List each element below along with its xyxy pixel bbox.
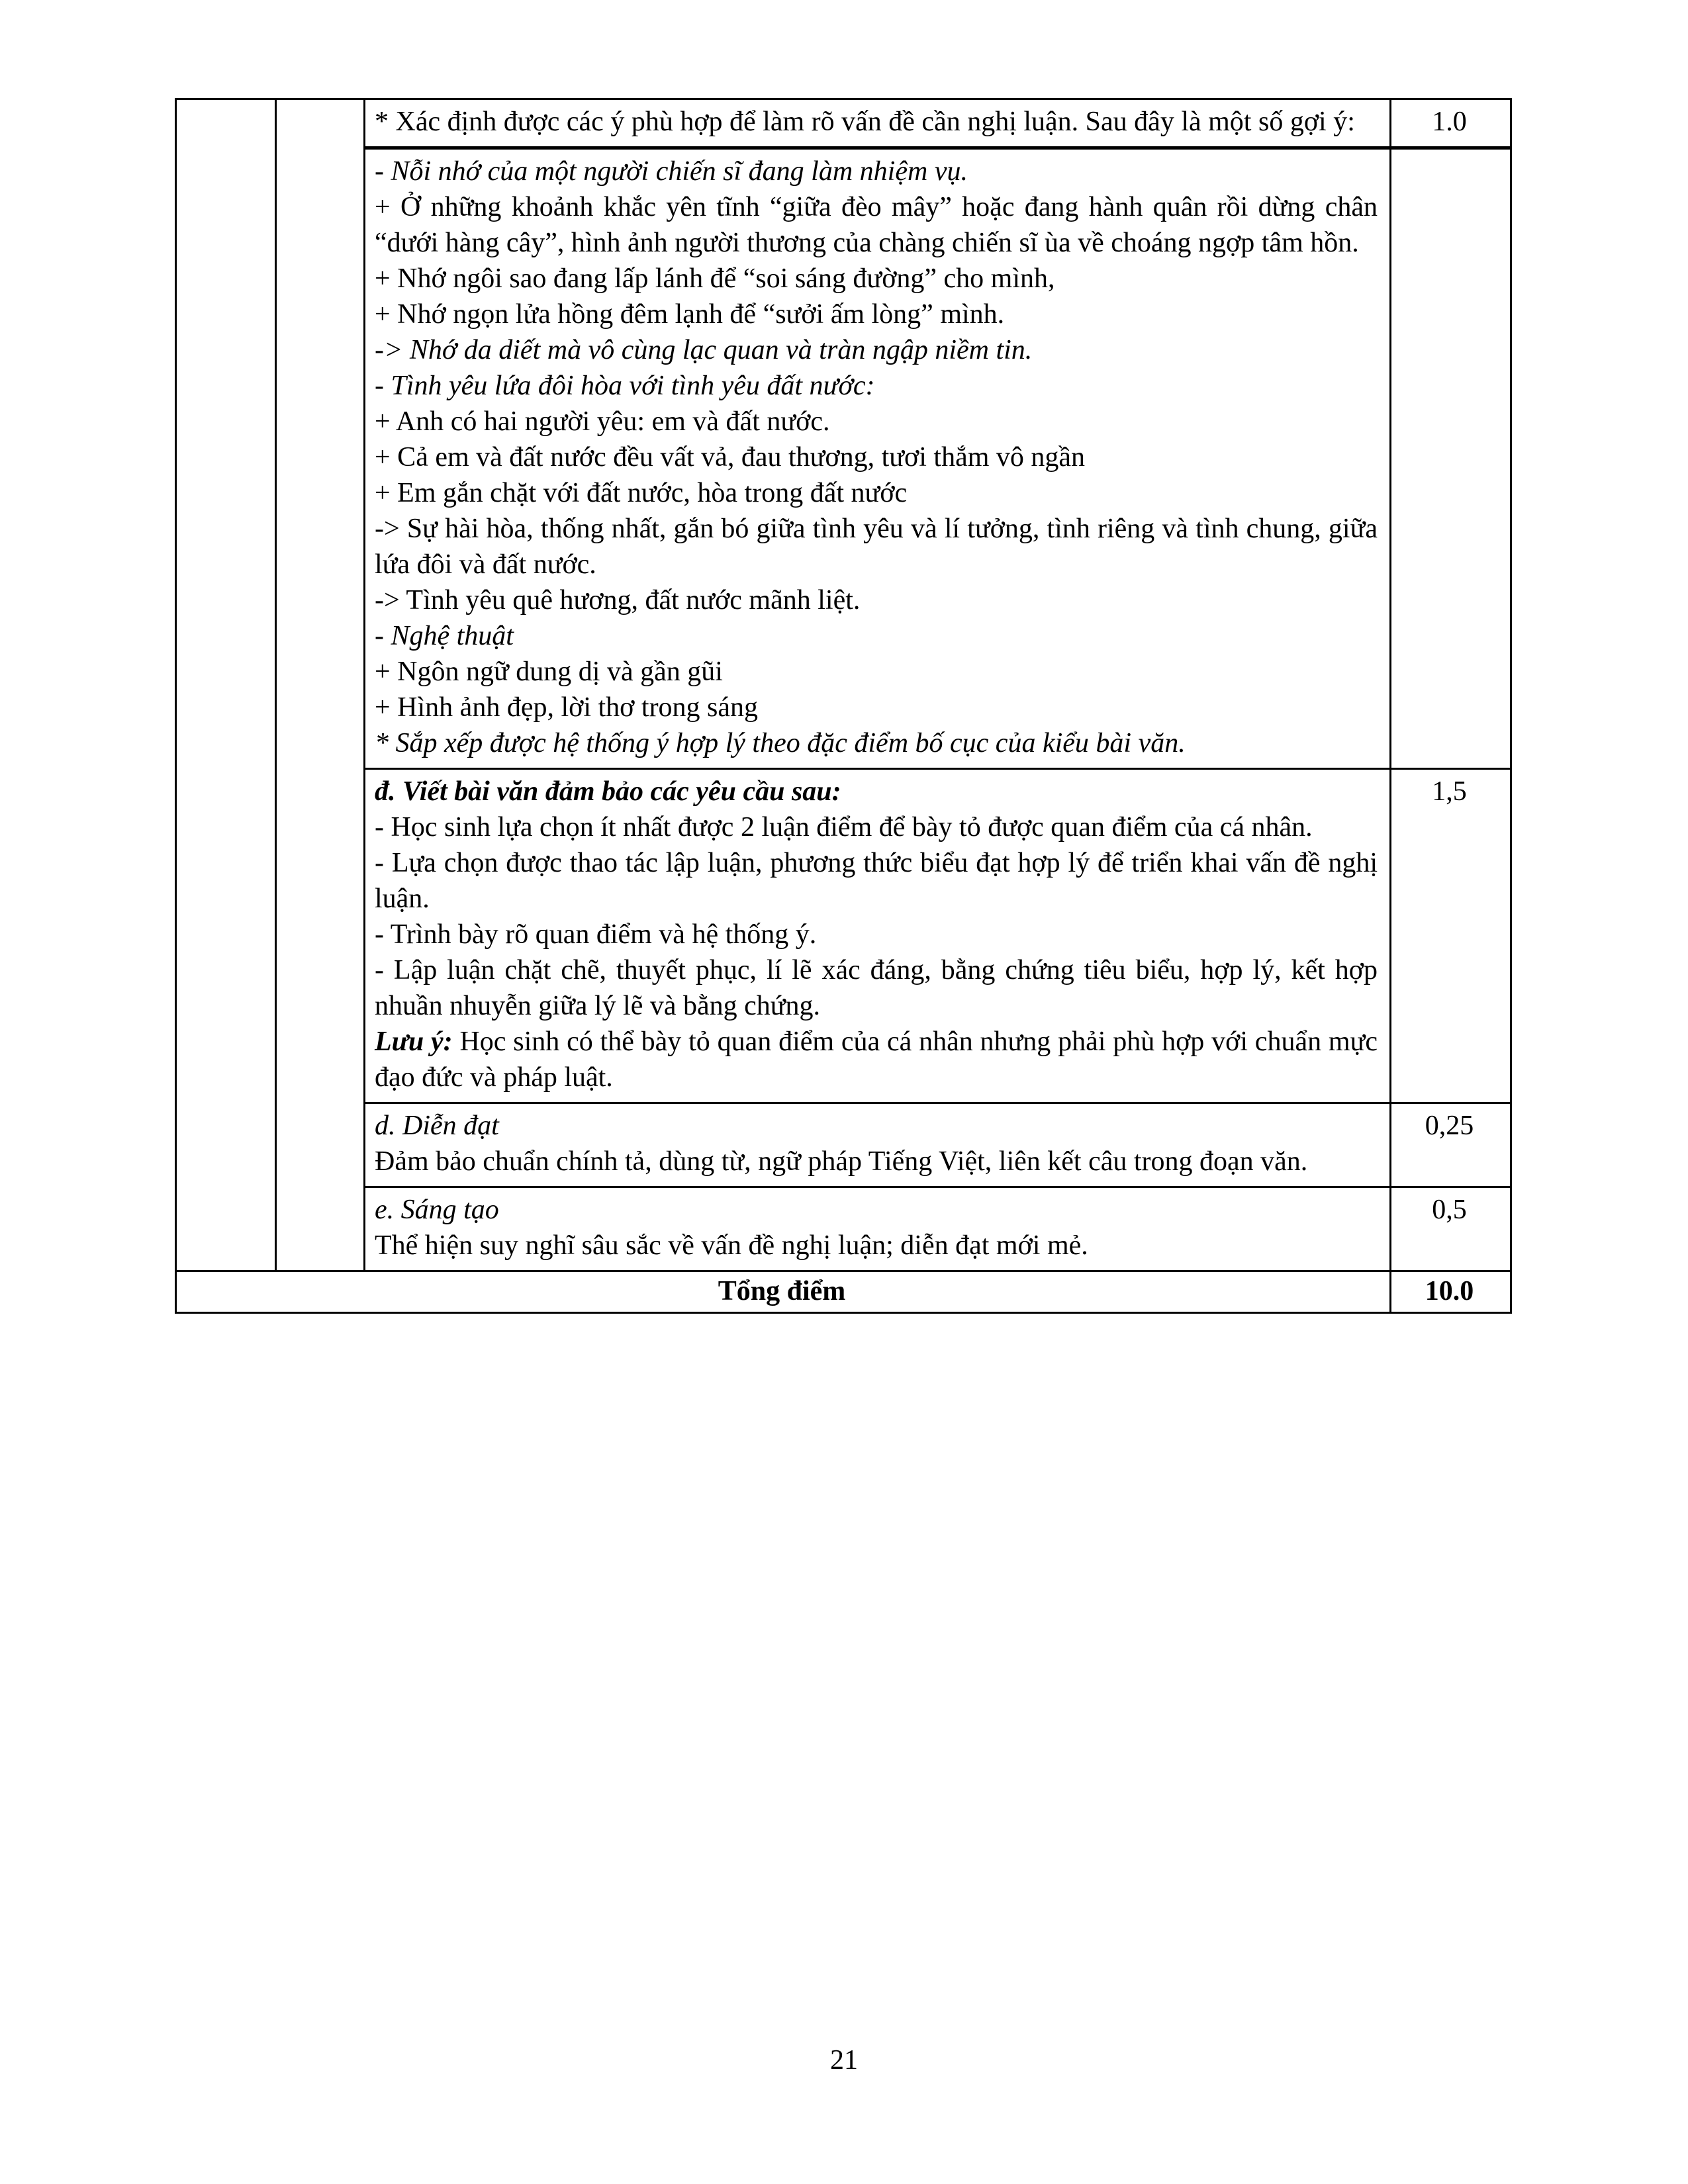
criteria-line: Thể hiện suy nghĩ sâu sắc về vấn đề nghị luận; diễn đạt mới mẻ. (375, 1230, 1088, 1261)
criteria-row (176, 769, 1511, 1103)
note-text: Học sinh có thể bày tỏ quan điểm của cá nhân nhưng phải phù hợp với chuẩn mực đạo đức và pháp luật. (375, 1026, 1378, 1093)
criteria-score: 1,5 (1391, 769, 1511, 1103)
criteria-line: - Trình bày rõ quan điểm và hệ thống ý. (375, 919, 817, 950)
criteria-line: -> Sự hài hòa, thống nhất, gắn bó giữa tình yêu và lí tưởng, tình riêng và tình chung, giữa lứa đôi và đất nước. (375, 514, 1378, 580)
criteria-content (365, 148, 1391, 769)
criteria-score (1391, 148, 1511, 769)
criteria-row (176, 1187, 1511, 1271)
criteria-line: -> Tình yêu quê hương, đất nước mãnh liệt. (375, 585, 861, 615)
criteria-line: d. Diễn đạt (375, 1111, 499, 1141)
criteria-line: - Nỗi nhớ của một người chiến sĩ đang làm nhiệm vụ. (375, 156, 968, 187)
scoring-table (175, 98, 1512, 1314)
total-score: 10.0 (1391, 1271, 1511, 1313)
criteria-line: + Ở những khoảnh khắc yên tĩnh “giữa đèo mây” hoặc đang hành quân rồi dừng chân “dưới hàng cây”, hình ảnh người thương của chàng chiến sĩ ùa về choáng ngợp tâm hồn. (375, 192, 1378, 258)
criteria-line: + Anh có hai người yêu: em và đất nước. (375, 406, 830, 437)
page-number: 21 (830, 2045, 858, 2075)
criteria-content (365, 1187, 1391, 1271)
total-label: Tổng điểm (176, 1271, 1391, 1313)
note-label: Lưu ý: (375, 1026, 453, 1057)
criteria-line: -> Nhớ da diết mà vô cùng lạc quan và tràn ngập niềm tin. (375, 335, 1033, 365)
criteria-score: 0,5 (1391, 1187, 1511, 1271)
criteria-line: + Ngôn ngữ dung dị và gần gũi (375, 657, 723, 687)
criteria-line: * Xác định được các ý phù hợp để làm rõ vấn đề cần nghị luận. Sau đây là một số gợi ý: (375, 107, 1355, 137)
criteria-content (365, 1103, 1391, 1187)
criteria-line: - Tình yêu lứa đôi hòa với tình yêu đất nước: (375, 371, 875, 401)
total-row (176, 1271, 1511, 1313)
criteria-line: + Cả em và đất nước đều vất vả, đau thương, tươi thắm vô ngần (375, 442, 1086, 473)
criteria-content (365, 769, 1391, 1103)
criteria-score: 1.0 (1391, 99, 1511, 148)
criteria-line: Đảm bảo chuẩn chính tả, dùng từ, ngữ pháp Tiếng Việt, liên kết câu trong đoạn văn. (375, 1146, 1308, 1177)
criteria-line: - Học sinh lựa chọn ít nhất được 2 luận điểm để bày tỏ được quan điểm của cá nhân. (375, 812, 1313, 842)
scoring-table-body (176, 99, 1511, 1313)
part-column-cell (176, 99, 276, 1271)
criteria-row (176, 148, 1511, 769)
criteria-row (176, 99, 1511, 148)
criteria-line: - Lập luận chặt chẽ, thuyết phục, lí lẽ xác đáng, bằng chứng tiêu biểu, hợp lý, kết hợp nhuần nhuyễn giữa lý lẽ và bằng chứng. (375, 955, 1378, 1021)
criteria-score: 0,25 (1391, 1103, 1511, 1187)
criteria-line: + Em gắn chặt với đất nước, hòa trong đất nước (375, 478, 908, 508)
criteria-line: e. Sáng tạo (375, 1195, 499, 1225)
criteria-line: - Lựa chọn được thao tác lập luận, phương thức biểu đạt hợp lý để triển khai vấn đề nghị luận. (375, 848, 1378, 914)
criteria-line: * Sắp xếp được hệ thống ý hợp lý theo đặc điểm bố cục của kiểu bài văn. (375, 728, 1186, 758)
criteria-line: + Hình ảnh đẹp, lời thơ trong sáng (375, 692, 759, 723)
criteria-line: + Nhớ ngôi sao đang lấp lánh để “soi sáng đường” cho mình, (375, 263, 1055, 294)
criteria-line: đ. Viết bài văn đảm bảo các yêu cầu sau: (375, 776, 841, 807)
criteria-content (365, 99, 1391, 148)
criteria-row (176, 1103, 1511, 1187)
criteria-line (375, 1024, 1378, 1095)
criteria-line: + Nhớ ngọn lửa hồng đêm lạnh để “sưởi ấm lòng” mình. (375, 299, 1005, 330)
criteria-line: - Nghệ thuật (375, 621, 514, 651)
question-column-cell (276, 99, 365, 1271)
